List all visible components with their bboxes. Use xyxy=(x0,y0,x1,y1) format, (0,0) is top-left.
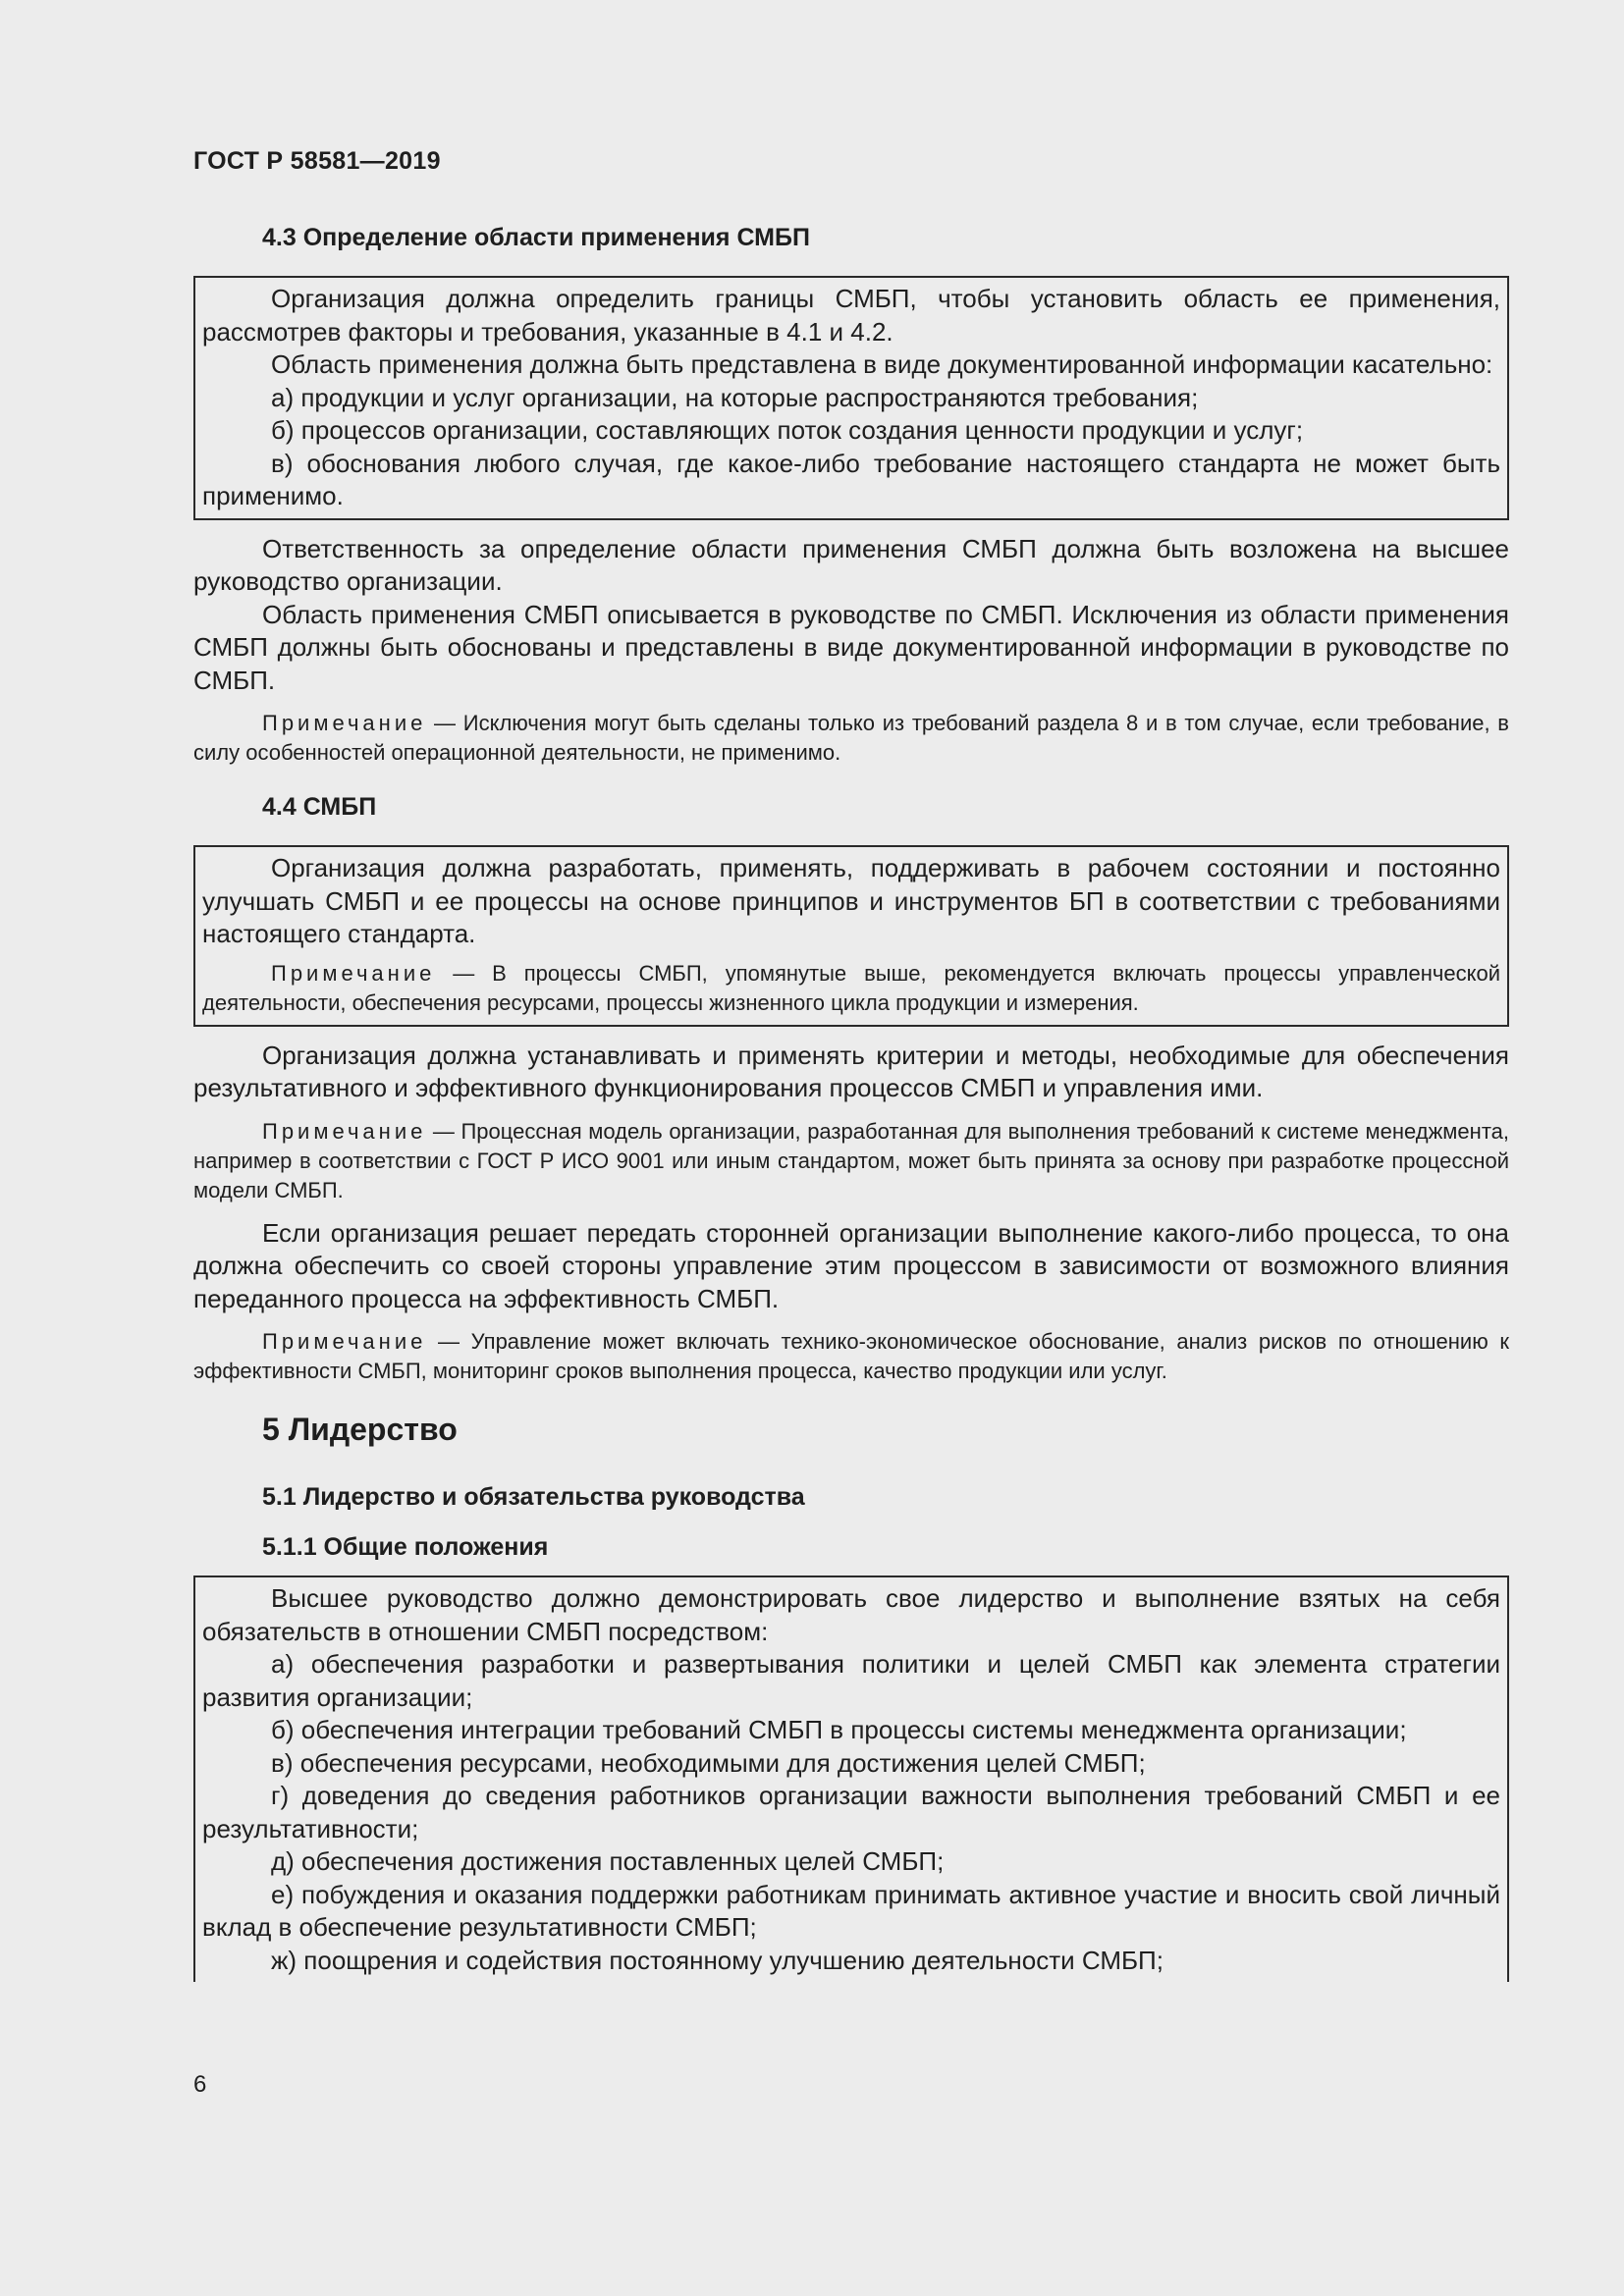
section-4-4-heading: 4.4 СМБП xyxy=(262,793,377,821)
list-item: а) обеспечения разработки и развертывания политики и целей СМБП как элемента стратегии развития организации; xyxy=(202,1649,1500,1712)
note-label: Примечание xyxy=(262,711,427,735)
list-item: д) обеспечения достижения поставленных целей СМБП; xyxy=(271,1846,945,1876)
box-paragraph: Организация должна разработать, применять, поддерживать в рабочем состоянии и постоянно улучшать СМБП и ее процессы на основе принципов и инструментов БП в соответствии с требованиями настоящего стандарта. xyxy=(202,853,1500,948)
box-note xyxy=(202,959,1500,1018)
list-item: ж) поощрения и содействия постоянному улучшению деятельности СМБП; xyxy=(271,1945,1164,1975)
note-label: Примечание xyxy=(262,1329,427,1354)
note xyxy=(193,1117,1509,1205)
list-item: г) доведения до сведения работников организации важности выполнения требований СМБП и ее результативности; xyxy=(202,1781,1500,1843)
note-label: Примечание xyxy=(262,1118,427,1144)
requirement-box-5-1-1 xyxy=(193,1575,1509,1982)
paragraph: Организация должна устанавливать и применять критерии и методы, необходимые для обеспечения результативного и эффективного функционирования процессов СМБП и управления ими. xyxy=(193,1040,1509,1102)
requirement-box-4-3 xyxy=(193,276,1509,520)
page-number: 6 xyxy=(193,2071,207,2098)
box-paragraph: Высшее руководство должно демонстрировать свое лидерство и выполнение взятых на себя обязательств в отношении СМБП посредством: xyxy=(202,1583,1500,1646)
section-5-1-heading: 5.1 Лидерство и обязательства руководства xyxy=(262,1483,805,1511)
section-5-1-1-heading: 5.1.1 Общие положения xyxy=(262,1533,549,1561)
list-item: е) побуждения и оказания поддержки работникам принимать активное участие и вносить свой личный вклад в обеспечение результативности СМБП; xyxy=(202,1879,1500,1942)
list-item: б) обеспечения интеграции требований СМБП в процессы системы менеджмента организации; xyxy=(271,1715,1407,1744)
list-item: а) продукции и услуг организации, на которые распространяются требования; xyxy=(271,382,1199,412)
note xyxy=(193,709,1509,768)
page-content xyxy=(193,224,1509,1982)
note-text: — Управление может включать технико-экономическое обоснование, анализ рисков по отношению к эффективности СМБП, мониторинг сроков выполнения процесса, качество продукции или услуг. xyxy=(193,1329,1509,1383)
requirement-box-4-4 xyxy=(193,845,1509,1027)
note-label: Примечание xyxy=(271,960,436,986)
note-text: — Исключения могут быть сделаны только из требований раздела 8 и в том случае, если требование, в силу особенностей операционной деятельности, не применимо. xyxy=(193,711,1509,765)
note-text: — В процессы СМБП, упомянутые выше, рекомендуется включать процессы управленческой деятельности, обеспечения ресурсами, процессы жизненного цикла продукции и измерения. xyxy=(202,960,1500,1015)
paragraph: Ответственность за определение области применения СМБП должна быть возложена на высшее руководство организации. xyxy=(193,533,1509,596)
paragraph: Область применения СМБП описывается в руководстве по СМБП. Исключения из области применения СМБП должны быть обоснованы и представлены в виде документированной информации в руководстве по СМБП. xyxy=(193,599,1509,695)
note-text: — Процессная модель организации, разработанная для выполнения требований к системе менеджмента, например в соответствии с ГОСТ Р ИСО 9001 или иным стандартом, может быть принята за основу при разработке процессной модели СМБП. xyxy=(193,1118,1509,1202)
section-5-heading: 5 Лидерство xyxy=(262,1412,458,1447)
list-item: в) обоснования любого случая, где какое-либо требование настоящего стандарта не может быть применимо. xyxy=(202,448,1500,510)
box-paragraph: Область применения должна быть представлена в виде документированной информации касательно: xyxy=(271,349,1493,379)
note xyxy=(193,1327,1509,1386)
paragraph: Если организация решает передать сторонней организации выполнение какого-либо процесса, то она должна обеспечить со своей стороны управление этим процессом в зависимости от возможного влияния переданного процесса на эффективность СМБП. xyxy=(193,1217,1509,1313)
document-header: ГОСТ Р 58581—2019 xyxy=(193,147,441,175)
list-item: б) процессов организации, составляющих поток создания ценности продукции и услуг; xyxy=(271,415,1304,445)
box-paragraph: Организация должна определить границы СМБП, чтобы установить область ее применения, рассмотрев факторы и требования, указанные в 4.1 и 4.2. xyxy=(202,284,1500,347)
list-item: в) обеспечения ресурсами, необходимыми для достижения целей СМБП; xyxy=(271,1747,1146,1778)
section-4-3-heading: 4.3 Определение области применения СМБП xyxy=(262,224,810,251)
